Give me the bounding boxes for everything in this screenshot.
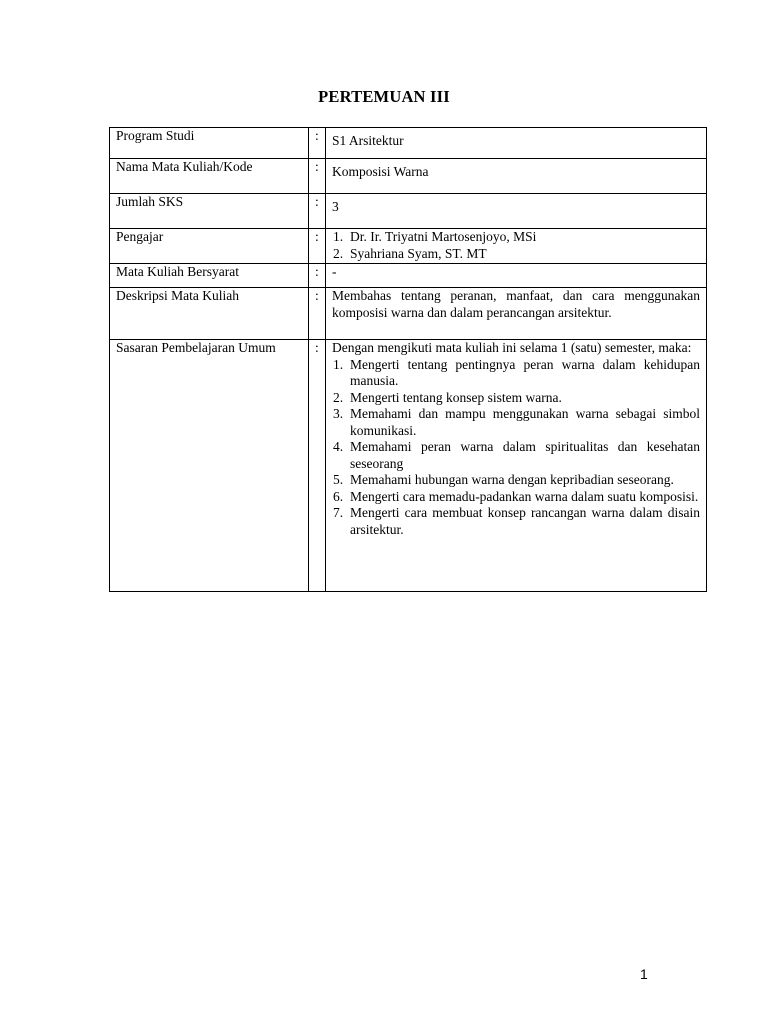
list-item: [332, 357, 700, 390]
list-number: 2.: [333, 389, 344, 405]
list-text: Syahriana Syam, ST. MT: [350, 245, 487, 261]
colon: :: [309, 340, 326, 592]
page-title: PERTEMUAN III: [318, 87, 450, 106]
list-item: [332, 229, 700, 246]
label-deskripsi: Deskripsi Mata Kuliah: [110, 288, 309, 340]
row-deskripsi: [110, 288, 707, 340]
label-pengajar: Pengajar: [110, 229, 309, 264]
list-text: Mengerti tentang konsep sistem warna.: [350, 389, 562, 405]
list-text: Memahami peran warna dalam spiritualitas dan kesehatan seseorang: [350, 439, 700, 471]
list-text: Mengerti cara memadu-padankan warna dalam suatu komposisi.: [350, 488, 699, 504]
list-number: 5.: [333, 472, 344, 487]
list-text: Dr. Ir. Triyatni Martosenjoyo, MSi: [350, 229, 537, 244]
list-item: [332, 406, 700, 439]
list-text: Memahami dan mampu menggunakan warna sebagai simbol komunikasi.: [350, 406, 700, 438]
value-sasaran: [326, 340, 707, 592]
label-program-studi: Program Studi: [110, 128, 309, 159]
list-item: [332, 390, 700, 407]
label-sasaran: Sasaran Pembelajaran Umum: [110, 340, 309, 592]
value-pengajar: [326, 229, 707, 264]
value-deskripsi: Membahas tentang peranan, manfaat, dan cara menggunakan komposisi warna dan dalam perancangan arsitektur.: [326, 288, 707, 340]
list-number: 6.: [333, 488, 344, 504]
sasaran-list: [332, 357, 700, 539]
label-sks: Jumlah SKS: [110, 194, 309, 229]
label-bersyarat: Mata Kuliah Bersyarat: [110, 264, 309, 288]
list-number: 1.: [333, 356, 344, 372]
list-number: 2.: [333, 245, 344, 261]
page-number: 1: [640, 966, 648, 982]
row-sks: [110, 194, 707, 229]
value-bersyarat: -: [326, 264, 707, 288]
label-mata-kuliah: Nama Mata Kuliah/Kode: [110, 159, 309, 194]
row-sasaran: [110, 340, 707, 592]
list-text: Memahami hubungan warna dengan kepribadian seseorang.: [350, 472, 674, 487]
value-mata-kuliah: Komposisi Warna: [326, 159, 707, 194]
list-text: Mengerti tentang pentingnya peran warna dalam kehidupan manusia.: [350, 356, 700, 388]
row-bersyarat: [110, 264, 707, 288]
pengajar-list: [332, 229, 700, 262]
row-pengajar: [110, 229, 707, 264]
row-mata-kuliah: [110, 159, 707, 194]
value-program-studi: S1 Arsitektur: [326, 128, 707, 159]
list-number: 1.: [333, 229, 344, 244]
row-program-studi: [110, 128, 707, 159]
value-sks: 3: [326, 194, 707, 229]
sasaran-intro: Dengan mengikuti mata kuliah ini selama 1 (satu) semester, maka:: [332, 340, 692, 355]
colon: :: [309, 229, 326, 264]
colon: :: [309, 264, 326, 288]
list-item: [332, 472, 700, 489]
list-item: [332, 489, 700, 506]
list-number: 7.: [333, 505, 344, 520]
colon: :: [309, 159, 326, 194]
colon: :: [309, 128, 326, 159]
list-item: [332, 246, 700, 263]
course-info-table: [109, 127, 707, 592]
list-text: Mengerti cara membuat konsep rancangan warna dalam disain arsitektur.: [350, 505, 700, 537]
colon: :: [309, 288, 326, 340]
colon: :: [309, 194, 326, 229]
list-number: 4.: [333, 439, 344, 454]
list-number: 3.: [333, 406, 344, 421]
list-item: [332, 439, 700, 472]
list-item: [332, 505, 700, 538]
